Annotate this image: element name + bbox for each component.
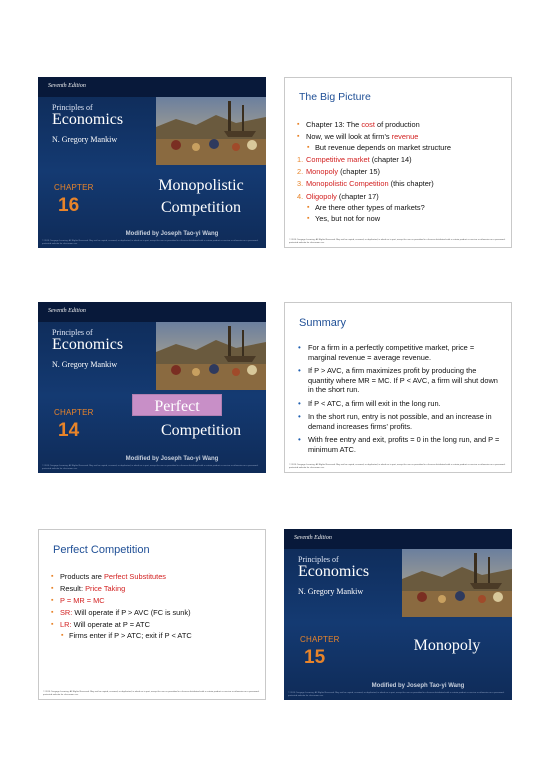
list-item-numbered: 2. Monopoly (chapter 15) [297,167,507,177]
cover-painting-image [402,549,512,617]
chapter-label: CHAPTER [54,183,94,192]
chapter-title-line2: Competition [161,422,241,439]
list-item: ▪ Result: Price Taking [51,584,261,594]
book-author: N. Gregory Mankiw [52,135,118,144]
list-subitem: ▪ But revenue depends on market structure [297,143,507,153]
summary-list [297,343,503,458]
slide-summary [284,302,512,473]
slide-heading: Summary [299,317,347,329]
slide-ch16-title [38,77,266,248]
book-subtitle: Principles of [298,555,339,564]
copyright-notice: © 2015 Cengage Learning. All Rights Reserved. May not be copied, scanned, or duplicated, in whole or in part, except for use as permitted in a license distributed with a certain product or service or otherwise on a password-protected website for classroom use. [289,464,506,469]
book-title: Economics [298,563,370,580]
modified-by: Modified by Joseph Tao-yi Wang [125,456,219,462]
list-item: ▪ P = MR = MC [51,596,261,606]
book-author: N. Gregory Mankiw [52,360,118,369]
perfect-competition-list [51,572,261,644]
slide-ch15-title [284,529,512,700]
chapter-number: 15 [304,647,326,668]
chapter-title-line2: Competition [161,199,241,216]
summary-item: • With free entry and exit, profits = 0 in the long run, and P = minimum ATC. [297,435,503,454]
chapter-label: CHAPTER [54,408,94,417]
book-subtitle: Principles of [52,328,93,337]
slide-ch14-title [38,302,266,473]
chapter-number: 16 [58,195,80,216]
chapter-title-line1: Monopoly [413,637,481,654]
slide-heading: Perfect Competition [53,544,150,556]
copyright-notice: © 2015 Cengage Learning. All Rights Reserved. May not be copied, scanned, or duplicated, in whole or in part, except for use as permitted in a license distributed with a certain product or service or otherwise on a password-protected website for classroom use. [288,692,505,697]
copyright-notice: © 2015 Cengage Learning. All Rights Reserved. May not be copied, scanned, or duplicated, in whole or in part, except for use as permitted in a license distributed with a certain product or service or otherwise on a password-protected website for classroom use. [43,691,260,696]
slide-big-picture [284,77,512,248]
cover-painting-image [156,97,266,165]
chapter-title-line1: Perfect [154,398,200,415]
summary-item: • If P > AVC, a firm maximizes profit by producing the quantity where MR = MC. If P < AVC, a firm will shut down in the short run. [297,366,503,395]
edition-label: Seventh Edition [48,308,86,314]
book-subtitle: Principles of [52,103,93,112]
modified-by: Modified by Joseph Tao-yi Wang [371,683,465,689]
list-item-numbered: 4. Oligopoly (chapter 17) [297,192,507,202]
copyright-notice: © 2015 Cengage Learning. All Rights Reserved. May not be copied, scanned, or duplicated, in whole or in part, except for use as permitted in a license distributed with a certain product or service or otherwise on a password-protected website for classroom use. [289,239,506,244]
list-item-numbered: 1. Competitive market (chapter 14) [297,155,507,165]
list-subitem: ▪ Firms enter if P > ATC; exit if P < ATC [51,631,261,641]
big-picture-list [297,120,507,226]
book-title: Economics [52,336,124,353]
list-subitem: ▪ Are there other types of markets? [297,203,507,213]
book-author: N. Gregory Mankiw [298,587,364,596]
list-subitem: ▪ Yes, but not for now [297,214,507,224]
modified-by: Modified by Joseph Tao-yi Wang [125,231,219,237]
slide-heading: The Big Picture [299,91,371,103]
list-item: ▪ Chapter 13: The cost of production [297,120,507,130]
chapter-label: CHAPTER [300,635,340,644]
cover-painting-image [156,322,266,390]
edition-label: Seventh Edition [48,83,86,89]
book-title: Economics [52,111,124,128]
list-item-numbered: 3. Monopolistic Competition (this chapter) [297,179,507,189]
list-item: ▪ LR: Will operate at P = ATC [51,620,261,630]
edition-label: Seventh Edition [294,535,332,541]
list-item: ▪ Products are Perfect Substitutes [51,572,261,582]
copyright-notice: © 2015 Cengage Learning. All Rights Reserved. May not be copied, scanned, or duplicated, in whole or in part, except for use as permitted in a license distributed with a certain product or service or otherwise on a password-protected website for classroom use. [42,240,259,245]
copyright-notice: © 2015 Cengage Learning. All Rights Reserved. May not be copied, scanned, or duplicated, in whole or in part, except for use as permitted in a license distributed with a certain product or service or otherwise on a password-protected website for classroom use. [42,465,259,470]
summary-item: • For a firm in a perfectly competitive market, price = marginal revenue = average revenue. [297,343,503,362]
summary-item: • In the short run, entry is not possible, and an increase in demand increases firms' profits. [297,412,503,431]
list-item: ▪ SR: Will operate if P > AVC (FC is sunk) [51,608,261,618]
list-item: ▪ Now, we will look at firm's revenue [297,132,507,142]
slide-perfect-competition [38,529,266,700]
summary-item: • If P < ATC, a firm will exit in the long run. [297,399,503,409]
chapter-number: 14 [58,420,80,441]
chapter-title-line1: Monopolistic [158,177,244,194]
